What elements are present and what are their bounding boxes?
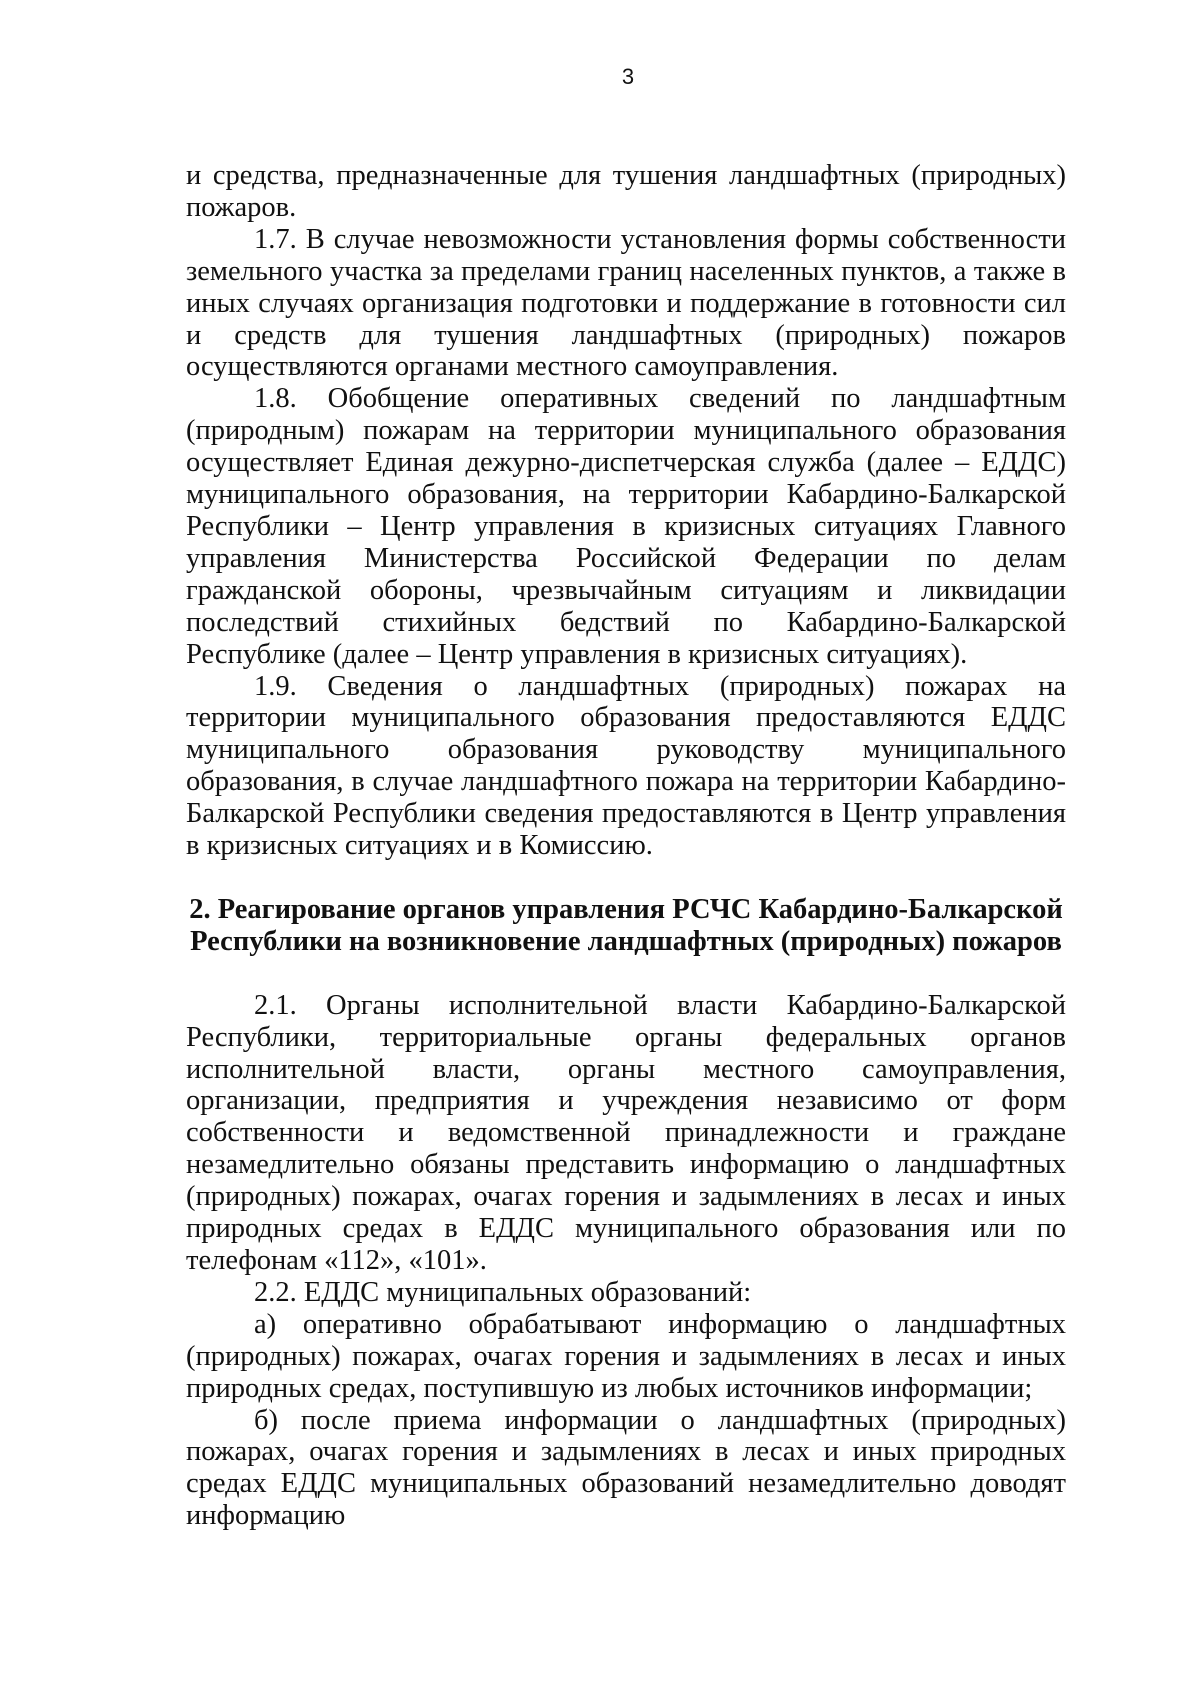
section-heading-line-1: 2. Реагирование органов управления РСЧС Кабардино-Балкарской	[189, 893, 1063, 925]
paragraph-1-8: 1.8. Обобщение оперативных сведений по ландшафтным (природным) пожарам на территории муниципального образования осуществляет Единая дежурно-диспетчерская служба (далее – ЕДДС) муниципального образования, на территории Кабардино-Балкарской Республики – Центр управления в кризисных ситуациях Главного управления Министерства Российской Федерации по делам гражданской обороны, чрезвычайным ситуациям и ликвидации последствий стихийных бедствий по Кабардино-Балкарской Республике (далее – Центр управления в кризисных ситуациях).	[186, 383, 1066, 670]
paragraph-1-9: 1.9. Сведения о ландшафтных (природных) пожарах на территории муниципального образования предоставляются ЕДДС муниципального образования руководству муниципального образования, в случае ландшафтного пожара на территории Кабардино-Балкарской Республики сведения предоставляются в Центр управления в кризисных ситуациях и в Комиссию.	[186, 670, 1066, 862]
paragraph-continuation: и средства, предназначенные для тушения ландшафтных (природных) пожаров.	[186, 160, 1066, 223]
section-heading-line-2: Республики на возникновение ландшафтных (природных) пожаров	[190, 925, 1062, 957]
document-body	[186, 160, 1066, 1532]
paragraph-1-7: 1.7. В случае невозможности установления формы собственности земельного участка за пределами границ населенных пунктов, а также в иных случаях организация подготовки и поддержание в готовности сил и средств для тушения ландшафтных (природных) пожаров осуществляются органами местного самоуправления.	[186, 223, 1066, 383]
page-number: 3	[621, 64, 635, 89]
paragraph-2-2-a: а) оперативно обрабатывают информацию о ландшафтных (природных) пожарах, очагах горения и задымлениях в лесах и иных природных средах, поступившую из любых источников информации;	[186, 1308, 1066, 1404]
paragraph-2-2: 2.2. ЕДДС муниципальных образований:	[254, 1276, 752, 1308]
section-heading	[186, 894, 1066, 958]
paragraph-2-2-b: б) после приема информации о ландшафтных (природных) пожарах, очагах горения и задымлениях в лесах и иных природных средах ЕДДС муниципальных образований незамедлительно доводят информацию	[186, 1404, 1066, 1532]
paragraph-2-1: 2.1. Органы исполнительной власти Кабардино-Балкарской Республики, территориальные органы федеральных органов исполнительной власти, органы местного самоуправления, организации, предприятия и учреждения независимо от форм собственности и ведомственной принадлежности и граждане незамедлительно обязаны представить информацию о ландшафтных (природных) пожарах, очагах горения и задымлениях в лесах и иных природных средах в ЕДДС муниципального образования или по телефонам «112», «101».	[186, 989, 1066, 1276]
